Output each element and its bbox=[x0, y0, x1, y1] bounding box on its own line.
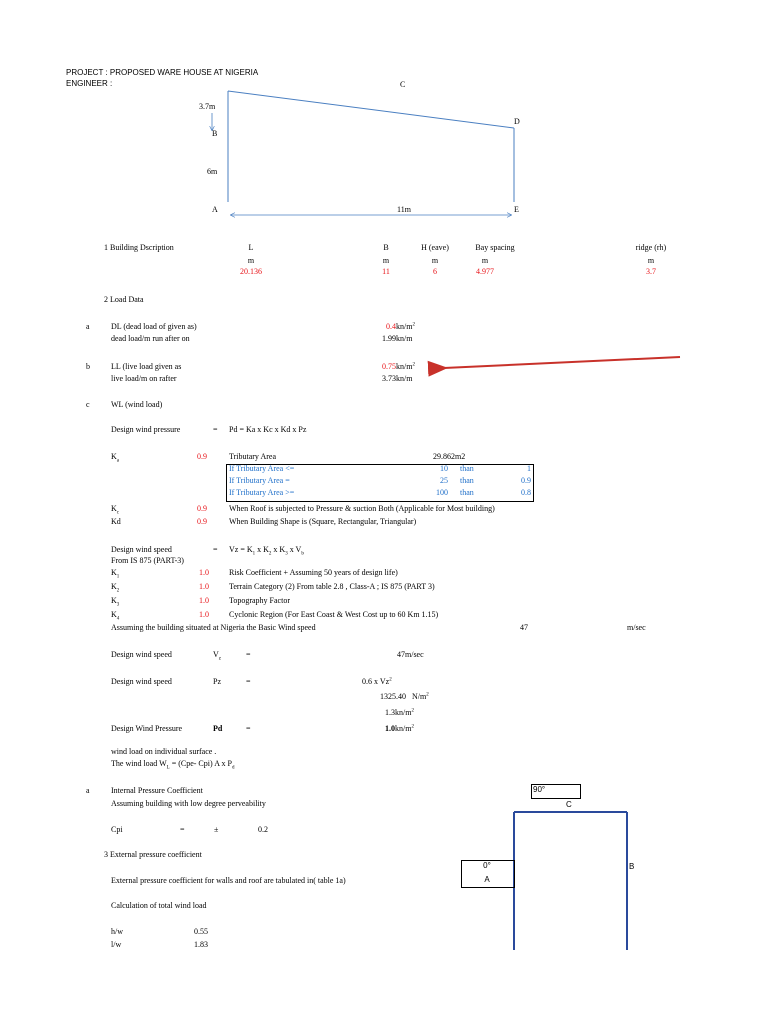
trib-row-2-label: If Tributary Area = bbox=[229, 476, 290, 485]
k1-value: 1.0 bbox=[199, 568, 209, 577]
speed-eq: = bbox=[213, 545, 218, 554]
vz-sub: z bbox=[218, 656, 222, 662]
pz-n-value: 1325.40 bbox=[380, 692, 406, 701]
ka-sub: a bbox=[116, 458, 120, 464]
internal-title: Internal Pressure Coefficient bbox=[111, 786, 203, 795]
design-pressure-formula: Pd = Ka x Kc x Kd x Pz bbox=[229, 425, 307, 434]
ka-value: 0.9 bbox=[197, 452, 207, 461]
k4-desc: Cyclonic Region (For East Coast & West Cost up to 60 Km 1.15) bbox=[229, 610, 439, 619]
k2-value: 1.0 bbox=[199, 582, 209, 591]
dl-run-label: dead load/m run after on bbox=[111, 334, 190, 343]
trib-row-1-k: 1 bbox=[527, 464, 531, 473]
vz-unit: m/sec bbox=[405, 650, 424, 659]
building-section-title: 1 Building Dscription bbox=[104, 243, 174, 252]
value-b: 11 bbox=[382, 267, 390, 276]
col-header-l: L bbox=[248, 243, 254, 252]
pd-symbol: Pd bbox=[213, 724, 223, 733]
ll-rafter-value: 3.73 bbox=[382, 374, 396, 383]
kc-sub: c bbox=[116, 510, 120, 516]
frame-rafter bbox=[228, 91, 514, 128]
trib-row-2-than: than bbox=[460, 476, 474, 485]
calc-title: Calculation of total wind load bbox=[111, 901, 207, 910]
pz-eq: = bbox=[246, 677, 251, 686]
value-ridge: 3.7 bbox=[646, 267, 656, 276]
k2-label: K bbox=[111, 582, 117, 591]
kd-label: Kd bbox=[111, 517, 121, 526]
ka-label: K bbox=[111, 452, 117, 461]
pd-eq: = bbox=[246, 724, 251, 733]
pz-formula: 0.6 x Vz bbox=[362, 677, 390, 686]
ll-rafter-label: live load/m on rafter bbox=[111, 374, 177, 383]
wind-load-formula: The wind load $W_L = (Cpe-$ Cpi) A x $P_d$ bbox=[111, 759, 235, 771]
unit-l: m bbox=[247, 256, 255, 265]
k4-value: 1.0 bbox=[199, 610, 209, 619]
tributary-label: Tributary Area bbox=[229, 452, 277, 461]
basic-speed-text: Assuming the building situated at Nigeria the Basic Wind speed bbox=[111, 623, 316, 632]
ll-rafter-unit: kn/m bbox=[396, 374, 413, 383]
individual-surface-text: wind load on individual surface . bbox=[111, 747, 217, 756]
label-a: A bbox=[212, 205, 218, 214]
dl-label: DL (dead load of given as) bbox=[111, 322, 197, 331]
ll-value: 0.75 bbox=[382, 362, 396, 371]
unit-b: m bbox=[382, 256, 390, 265]
k4-label: K bbox=[111, 610, 117, 619]
value-bay: 4.977 bbox=[476, 267, 494, 276]
dl-value: 0.4 bbox=[386, 322, 396, 331]
pd-unit: kn/m bbox=[395, 724, 412, 733]
dl-marker: a bbox=[86, 322, 90, 331]
trib-row-2-num: 25 bbox=[440, 476, 448, 485]
dim-height: 6m bbox=[207, 167, 218, 176]
vz-eq: = bbox=[246, 650, 251, 659]
label-d: D bbox=[514, 117, 520, 126]
pz-kn-unit: kn/m bbox=[395, 708, 412, 717]
value-h: 6 bbox=[433, 267, 437, 276]
kd-value: 0.9 bbox=[197, 517, 207, 526]
cpi-label: Cpi bbox=[111, 825, 123, 834]
k4-sub: 4 bbox=[116, 616, 120, 622]
plan-label-c: C bbox=[566, 800, 572, 809]
hw-value: 0.55 bbox=[194, 927, 208, 936]
vz-symbol: V bbox=[213, 650, 219, 659]
col-header-ridge: ridge (rh) bbox=[635, 243, 667, 252]
wl-marker: c bbox=[86, 400, 90, 409]
trib-row-2-k: 0.9 bbox=[521, 476, 531, 485]
kc-desc: When Roof is subjected to Pressure & suction Both (Applicable for Most building) bbox=[229, 504, 495, 513]
k2-desc: Terrain Category (2) From table 2.8 , Class-A ; IS 875 (PART 3) bbox=[229, 582, 435, 591]
wl-label: WL (wind load) bbox=[111, 400, 163, 409]
unit-ridge: m bbox=[647, 256, 655, 265]
label-b: B bbox=[212, 129, 218, 138]
external-desc: External pressure coefficient for walls and roof are tabulated in( table 1a) bbox=[111, 876, 346, 885]
pd-value: 1.0 bbox=[385, 724, 395, 733]
kc-value: 0.9 bbox=[197, 504, 207, 513]
trib-row-3-label: If Tributary Area >= bbox=[229, 488, 295, 497]
engineer-label: ENGINEER : bbox=[66, 79, 113, 88]
ll-marker: b bbox=[86, 362, 90, 371]
col-header-h: H (eave) bbox=[421, 243, 449, 252]
pz-symbol: Pz bbox=[213, 677, 221, 686]
cpi-pm: ± bbox=[214, 825, 219, 834]
unit-bay: m bbox=[481, 256, 489, 265]
trib-row-3-num: 100 bbox=[436, 488, 448, 497]
pz-n-unit: N/m bbox=[412, 692, 427, 701]
speed-formula: $Vz = K_1$ x $K_2$ x $K_3$ x $V_b$ bbox=[229, 545, 304, 557]
lw-label: l/w bbox=[111, 940, 122, 949]
plan-label-b: B bbox=[629, 862, 635, 871]
k1-desc: Risk Coefficient + Assuming 50 years of design life) bbox=[229, 568, 398, 577]
k2-sub: 2 bbox=[116, 588, 120, 594]
pointer-arrow bbox=[444, 357, 680, 368]
plan-label-a: A bbox=[484, 875, 490, 884]
vz-row-label: Design wind speed bbox=[111, 650, 172, 659]
dim-span: 11m bbox=[397, 205, 411, 214]
pz-kn-value: 1.3 bbox=[385, 708, 395, 717]
angle-90: 90° bbox=[533, 785, 546, 794]
label-e: E bbox=[514, 205, 519, 214]
trib-row-3-k: 0.8 bbox=[521, 488, 531, 497]
ll-label: LL (live load given as bbox=[111, 362, 182, 371]
col-header-bay: Bay spacing bbox=[475, 243, 515, 252]
vz-value: 47 bbox=[397, 650, 405, 659]
external-title: 3 External pressure coefficient bbox=[104, 850, 202, 859]
internal-assumption: Assuming building with low degree perveability bbox=[111, 799, 266, 808]
load-section-title: 2 Load Data bbox=[104, 295, 144, 304]
k3-sub: 3 bbox=[116, 602, 120, 608]
kd-desc: When Building Shape is (Square, Rectangular, Triangular) bbox=[229, 517, 417, 526]
trib-row-1-label: If Tributary Area <= bbox=[229, 464, 295, 473]
hw-label: h/w bbox=[111, 927, 123, 936]
cpi-value: 0.2 bbox=[258, 825, 268, 834]
trib-row-1-num: 10 bbox=[440, 464, 448, 473]
kc-label: K bbox=[111, 504, 117, 513]
unit-h: m bbox=[431, 256, 439, 265]
trib-row-1-than: than bbox=[460, 464, 474, 473]
col-header-b: B bbox=[383, 243, 389, 252]
project-title: PROJECT : PROPOSED WARE HOUSE AT NIGERIA bbox=[66, 68, 259, 77]
trib-row-3-than: than bbox=[460, 488, 474, 497]
k1-sub: 1 bbox=[116, 574, 120, 580]
k3-label: K bbox=[111, 596, 117, 605]
dl-run-value: 1.99 bbox=[382, 334, 396, 343]
design-pressure-eq: = bbox=[213, 425, 218, 434]
angle-0: 0° bbox=[483, 861, 491, 870]
pd-row-label: Design Wind Pressure bbox=[111, 724, 183, 733]
pz-row-label: Design wind speed bbox=[111, 677, 172, 686]
design-pressure-label: Design wind pressure bbox=[111, 425, 181, 434]
label-c: C bbox=[400, 80, 406, 89]
basic-speed-value: 47 bbox=[520, 623, 528, 632]
dl-unit: kn/m bbox=[396, 322, 413, 331]
k3-desc: Topography Factor bbox=[229, 596, 290, 605]
speed-label: Design wind speed bbox=[111, 545, 172, 554]
lw-value: 1.83 bbox=[194, 940, 208, 949]
basic-speed-unit: m/sec bbox=[627, 623, 646, 632]
tributary-value: 29.862m2 bbox=[433, 452, 466, 461]
is-reference: From IS 875 (PART-3) bbox=[111, 556, 184, 565]
value-l: 20.136 bbox=[240, 267, 262, 276]
k3-value: 1.0 bbox=[199, 596, 209, 605]
dl-run-unit: kn/m bbox=[396, 334, 413, 343]
ll-unit: kn/m bbox=[396, 362, 413, 371]
internal-marker: a bbox=[86, 786, 90, 795]
cpi-eq: = bbox=[180, 825, 185, 834]
dim-rise: 3.7m bbox=[199, 102, 216, 111]
k1-label: K bbox=[111, 568, 117, 577]
